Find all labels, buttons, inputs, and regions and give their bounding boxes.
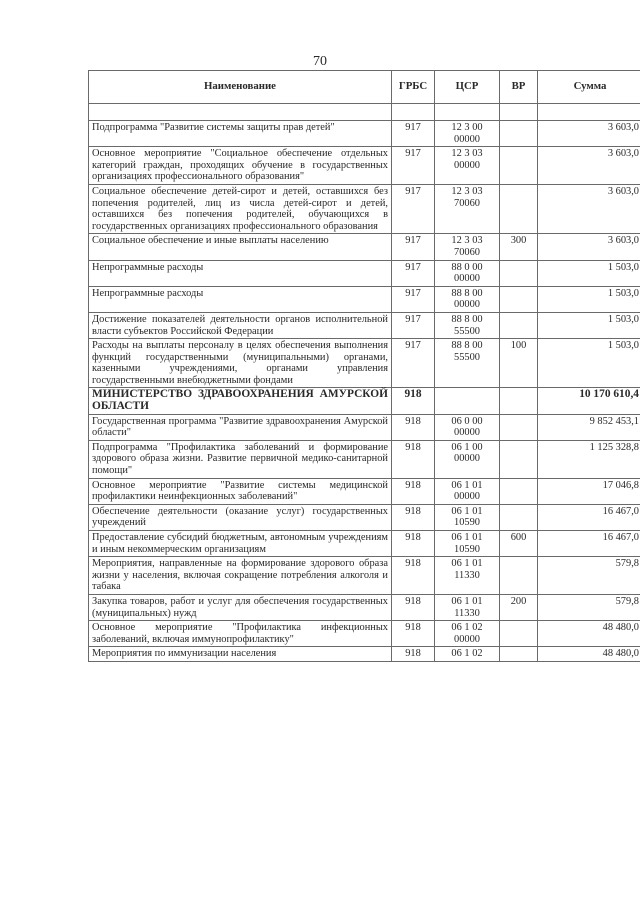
cell-name: Непрограммные расходы: [89, 286, 392, 312]
cell-grbs: 917: [392, 260, 435, 286]
cell-csr: 88 0 00 00000: [435, 260, 500, 286]
cell-sum: 3 603,0: [538, 147, 640, 185]
cell-name: Мероприятия, направленные на формирование здорового образа жизни у населения, включая сокращение потребления алкоголя и табака: [89, 557, 392, 595]
cell-csr: 88 8 00 55500: [435, 339, 500, 388]
cell-vr: [500, 286, 538, 312]
cell-csr: 06 1 01 00000: [435, 478, 500, 504]
cell-sum: 579,8: [538, 594, 640, 620]
cell-vr: [500, 260, 538, 286]
table-row: [89, 286, 640, 312]
table-row: [89, 234, 640, 260]
cell-grbs: 917: [392, 147, 435, 185]
header-csr: ЦСР: [435, 71, 500, 104]
cell-csr: [435, 388, 500, 414]
cell-sum: 3 603,0: [538, 234, 640, 260]
cell-name: Основное мероприятие "Социальное обеспечение отдельных категорий граждан, проходящих обучение в государственных организациях профессионального образования": [89, 147, 392, 185]
table-row: [89, 147, 640, 185]
cell-csr: 06 0 00 00000: [435, 414, 500, 440]
cell-name: Предоставление субсидий бюджетным, автономным учреждениям и иным некоммерческим организациям: [89, 531, 392, 557]
cell-csr: 06 1 00 00000: [435, 440, 500, 478]
cell-vr: [500, 621, 538, 647]
table-row: [89, 339, 640, 388]
cell-vr: [500, 504, 538, 530]
cell-name: Обеспечение деятельности (оказание услуг) государственных учреждений: [89, 504, 392, 530]
cell-vr: [500, 312, 538, 338]
cell-csr: 12 3 03 70060: [435, 184, 500, 233]
cell-name: Подпрограмма "Развитие системы защиты прав детей": [89, 121, 392, 147]
table-row: [89, 260, 640, 286]
table-row: [89, 121, 640, 147]
cell-grbs: 917: [392, 286, 435, 312]
cell-name: Государственная программа "Развитие здравоохранения Амурской области": [89, 414, 392, 440]
cell-vr: [500, 414, 538, 440]
header-sum: Сумма: [538, 71, 640, 104]
cell-name: Социальное обеспечение и иные выплаты населению: [89, 234, 392, 260]
cell-grbs: 917: [392, 234, 435, 260]
cell-name: Социальное обеспечение детей-сирот и детей, оставшихся без попечения родителей, лиц из числа детей-сирот и детей, оставшихся без попечения родителей, обучающихся в государственных организациях профессионального образования: [89, 184, 392, 233]
cell-csr: 06 1 01 11330: [435, 594, 500, 620]
cell-sum: 3 603,0: [538, 184, 640, 233]
cell-vr: [500, 147, 538, 185]
cell-csr: 12 3 03 00000: [435, 147, 500, 185]
cell-csr: 06 1 02 00000: [435, 621, 500, 647]
cell-csr: 06 1 01 10590: [435, 531, 500, 557]
cell-grbs: 917: [392, 339, 435, 388]
cell-sum: 1 125 328,8: [538, 440, 640, 478]
page-number: 70: [313, 54, 327, 69]
cell-name: Непрограммные расходы: [89, 260, 392, 286]
cell-sum: 3 603,0: [538, 121, 640, 147]
cell-vr: [500, 478, 538, 504]
cell-sum: 1 503,0: [538, 312, 640, 338]
cell-sum: 16 467,0: [538, 504, 640, 530]
table-row: [89, 388, 640, 414]
cell-csr: 12 3 00 00000: [435, 121, 500, 147]
header-name: Наименование: [89, 71, 392, 104]
cell-name: Основное мероприятие "Развитие системы медицинской профилактики неинфекционных заболеваний": [89, 478, 392, 504]
cell-grbs: 918: [392, 531, 435, 557]
cell-grbs: 918: [392, 594, 435, 620]
table-row: [89, 504, 640, 530]
cell-sum: 48 480,0: [538, 621, 640, 647]
cell-vr: [500, 647, 538, 662]
cell-csr: 06 1 02: [435, 647, 500, 662]
table-row: [89, 594, 640, 620]
cell-vr: 600: [500, 531, 538, 557]
header-grbs: ГРБС: [392, 71, 435, 104]
header-vr: ВР: [500, 71, 538, 104]
cell-vr: 200: [500, 594, 538, 620]
table-row: [89, 184, 640, 233]
cell-grbs: 918: [392, 440, 435, 478]
budget-table: [88, 70, 640, 662]
cell-sum: 16 467,0: [538, 531, 640, 557]
table-row: [89, 647, 640, 662]
cell-csr: 12 3 03 70060: [435, 234, 500, 260]
cell-sum: 579,8: [538, 557, 640, 595]
cell-csr: 88 8 00 00000: [435, 286, 500, 312]
cell-grbs: 918: [392, 557, 435, 595]
cell-sum: 48 480,0: [538, 647, 640, 662]
cell-sum: 10 170 610,4: [538, 388, 640, 414]
cell-csr: 88 8 00 55500: [435, 312, 500, 338]
cell-sum: 9 852 453,1: [538, 414, 640, 440]
table-row: [89, 478, 640, 504]
cell-name: Основное мероприятие "Профилактика инфекционных заболеваний, включая иммунопрофилактику": [89, 621, 392, 647]
cell-grbs: 918: [392, 388, 435, 414]
cell-sum: 17 046,8: [538, 478, 640, 504]
cell-sum: 1 503,0: [538, 260, 640, 286]
cell-vr: 300: [500, 234, 538, 260]
cell-vr: [500, 184, 538, 233]
cell-grbs: 918: [392, 478, 435, 504]
cell-vr: [500, 388, 538, 414]
cell-name: Мероприятия по иммунизации населения: [89, 647, 392, 662]
cell-csr: 06 1 01 11330: [435, 557, 500, 595]
table-row: [89, 557, 640, 595]
cell-grbs: 918: [392, 504, 435, 530]
table-row: [89, 531, 640, 557]
cell-grbs: 918: [392, 647, 435, 662]
cell-name: Достижение показателей деятельности органов исполнительной власти субъектов Российской Федерации: [89, 312, 392, 338]
cell-csr: 06 1 01 10590: [435, 504, 500, 530]
cell-sum: 1 503,0: [538, 339, 640, 388]
cell-grbs: 918: [392, 414, 435, 440]
table-body: [89, 104, 640, 662]
table-row: [89, 414, 640, 440]
table-row: [89, 440, 640, 478]
cell-grbs: 918: [392, 621, 435, 647]
cell-vr: 100: [500, 339, 538, 388]
cell-grbs: 917: [392, 184, 435, 233]
cell-vr: [500, 440, 538, 478]
cell-name: Закупка товаров, работ и услуг для обеспечения государственных (муниципальных) нужд: [89, 594, 392, 620]
table-spacer-row: [89, 104, 640, 121]
cell-name: Расходы на выплаты персоналу в целях обеспечения выполнения функций государственными (муниципальными) органами, казенными учреждениями, органами управления государственными внебюджетными фондами: [89, 339, 392, 388]
cell-vr: [500, 557, 538, 595]
table-row: [89, 621, 640, 647]
cell-grbs: 917: [392, 121, 435, 147]
cell-name: МИНИСТЕРСТВО ЗДРАВООХРАНЕНИЯ АМУРСКОЙ ОБЛАСТИ: [89, 388, 392, 414]
cell-sum: 1 503,0: [538, 286, 640, 312]
table-header-row: [89, 71, 640, 104]
cell-grbs: 917: [392, 312, 435, 338]
cell-name: Подпрограмма "Профилактика заболеваний и формирование здорового образа жизни. Развитие первичной медико-санитарной помощи": [89, 440, 392, 478]
cell-vr: [500, 121, 538, 147]
table-row: [89, 312, 640, 338]
